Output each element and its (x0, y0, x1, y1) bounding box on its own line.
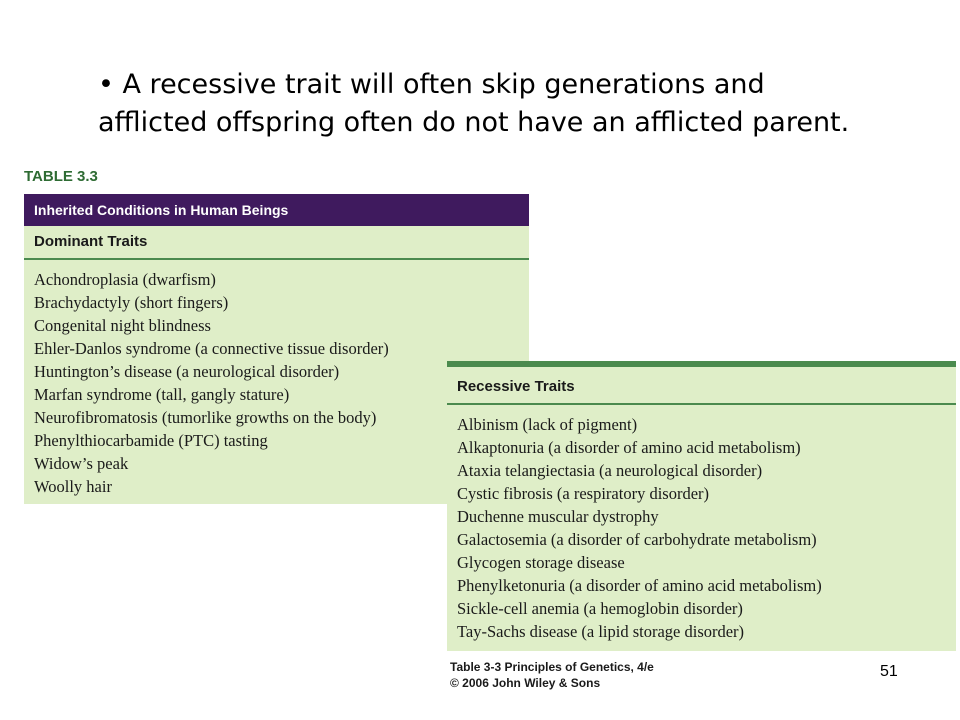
dominant-trait-item: Neurofibromatosis (tumorlike growths on the body) (34, 408, 377, 427)
dominant-trait-item: Achondroplasia (dwarfism) (34, 270, 216, 289)
dominant-trait-item: Ehler-Danlos syndrome (a connective tissue disorder) (34, 339, 389, 358)
table-top-rule (447, 361, 956, 367)
recessive-trait-item: Alkaptonuria (a disorder of amino acid metabolism) (457, 438, 801, 457)
dominant-trait-item: Huntington’s disease (a neurological disorder) (34, 362, 340, 381)
dominant-trait-item: Woolly hair (34, 477, 112, 496)
recessive-trait-item: Albinism (lack of pigment) (457, 415, 638, 434)
recessive-trait-item: Ataxia telangiectasia (a neurological disorder) (457, 461, 763, 480)
recessive-trait-item: Tay-Sachs disease (a lipid storage disorder) (457, 622, 745, 641)
table-title: Inherited Conditions in Human Beings (24, 194, 529, 226)
recessive-traits-list (447, 405, 956, 643)
table-credit (450, 659, 654, 691)
recessive-traits-heading: Recessive Traits (447, 371, 956, 405)
dominant-trait-item: Marfan syndrome (tall, gangly stature) (34, 385, 290, 404)
dominant-trait-item: Phenylthiocarbamide (PTC) tasting (34, 431, 268, 450)
bullet-line-1: • A recessive trait will often skip generations and (98, 69, 765, 100)
recessive-trait-item: Cystic fibrosis (a respiratory disorder) (457, 484, 710, 503)
dominant-traits-heading: Dominant Traits (24, 226, 529, 260)
dominant-trait-item: Widow’s peak (34, 454, 129, 473)
credit-line-2: © 2006 John Wiley & Sons (450, 676, 601, 690)
bullet-line-2: afflicted offspring often do not have an afflicted parent. (98, 107, 850, 138)
dominant-trait-item: Brachydactyly (short fingers) (34, 293, 229, 312)
recessive-trait-item: Duchenne muscular dystrophy (457, 507, 659, 526)
dominant-trait-item: Congenital night blindness (34, 316, 211, 335)
recessive-trait-item: Sickle-cell anemia (a hemoglobin disorder) (457, 599, 743, 618)
recessive-traits-table (447, 361, 956, 651)
bullet-text (98, 66, 918, 142)
table-label: TABLE 3.3 (24, 168, 98, 185)
recessive-trait-item: Phenylketonuria (a disorder of amino acid metabolism) (457, 576, 822, 595)
recessive-trait-item: Glycogen storage disease (457, 553, 625, 572)
credit-line-1: Table 3-3 Principles of Genetics, 4/e (450, 660, 654, 674)
recessive-trait-item: Galactosemia (a disorder of carbohydrate metabolism) (457, 530, 817, 549)
page-number: 51 (880, 663, 898, 680)
